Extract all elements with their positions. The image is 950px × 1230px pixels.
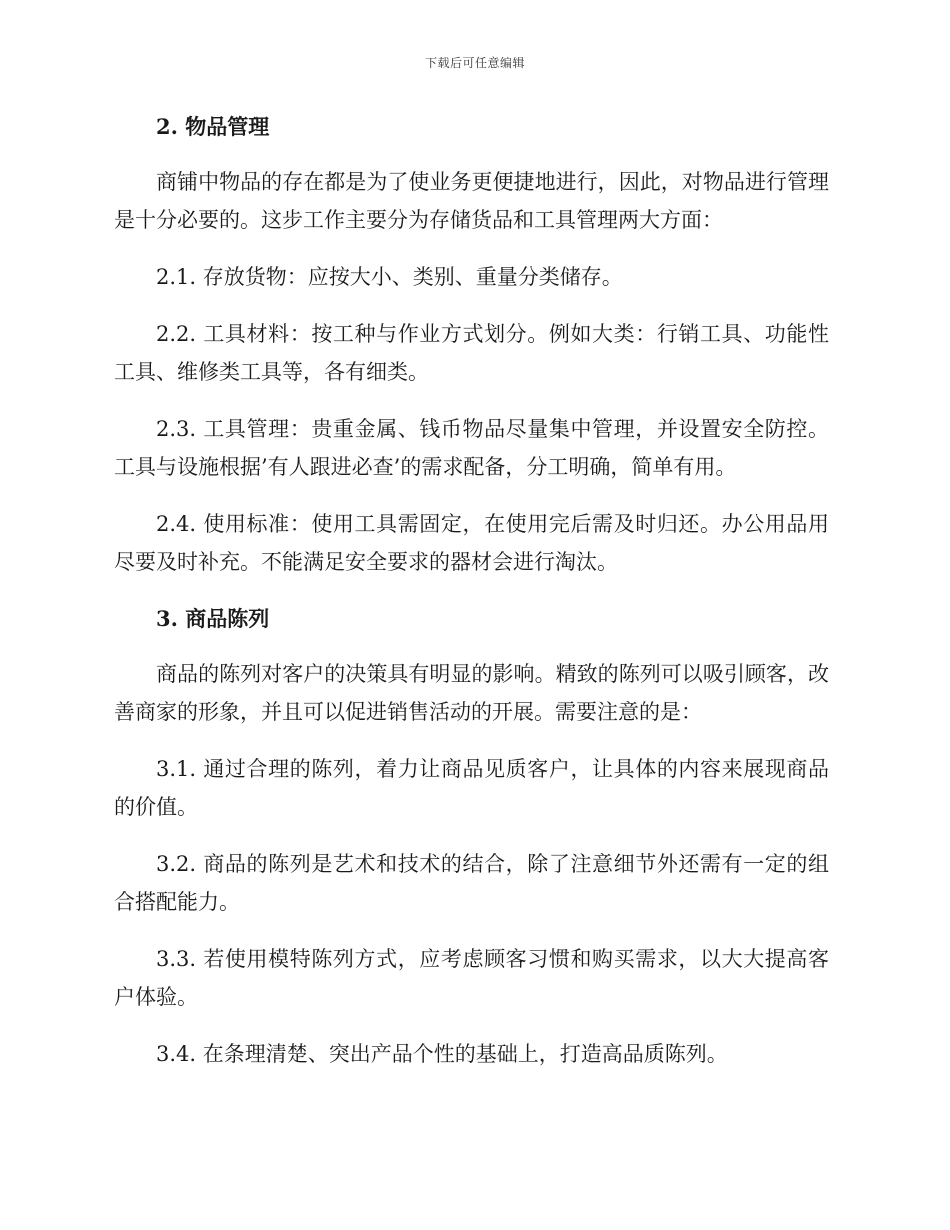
document-body [114, 108, 829, 1073]
section-product-display [114, 600, 829, 1073]
section-heading: 2. 物品管理 [156, 114, 270, 139]
paragraph: 2.3. 工具管理：贵重金属、钱币物品尽量集中管理，并设置安全防控。工具与设施根据’有人跟进必查’的需求配备，分工明确，简单有用。 [114, 417, 829, 479]
paragraph: 3.4. 在条理清楚、突出产品个性的基础上，打造高品质陈列。 [156, 1042, 728, 1066]
paragraph: 2.1. 存放货物：应按大小、类别、重量分类储存。 [156, 265, 623, 289]
paragraph: 商品的陈列对客户的决策具有明显的影响。精致的陈列可以吸引顾客，改善商家的形象，并且可以促进销售活动的开展。需要注意的是： [114, 662, 829, 724]
paragraph: 3.1. 通过合理的陈列，着力让商品见质客户，让具体的内容来展现商品的价值。 [114, 757, 829, 819]
paragraph: 商铺中物品的存在都是为了使业务更便捷地进行，因此，对物品进行管理是十分必要的。这步工作主要分为存储货品和工具管理两大方面： [114, 170, 829, 232]
section-heading: 3. 商品陈列 [156, 606, 270, 631]
paragraph: 2.2. 工具材料：按工种与作业方式划分。例如大类：行销工具、功能性工具、维修类工具等，各有细类。 [114, 322, 829, 384]
paragraph: 3.2. 商品的陈列是艺术和技术的结合，除了注意细节外还需有一定的组合搭配能力。 [114, 852, 829, 914]
section-item-management [114, 108, 829, 581]
paragraph: 3.3. 若使用模特陈列方式，应考虑顾客习惯和购买需求，以大大提高客户体验。 [114, 947, 829, 1009]
page-header-note: 下载后可任意编辑 [424, 56, 525, 70]
paragraph: 2.4. 使用标准：使用工具需固定，在使用完后需及时归还。办公用品用尽要及时补充。不能满足安全要求的器材会进行淘汰。 [114, 512, 829, 574]
